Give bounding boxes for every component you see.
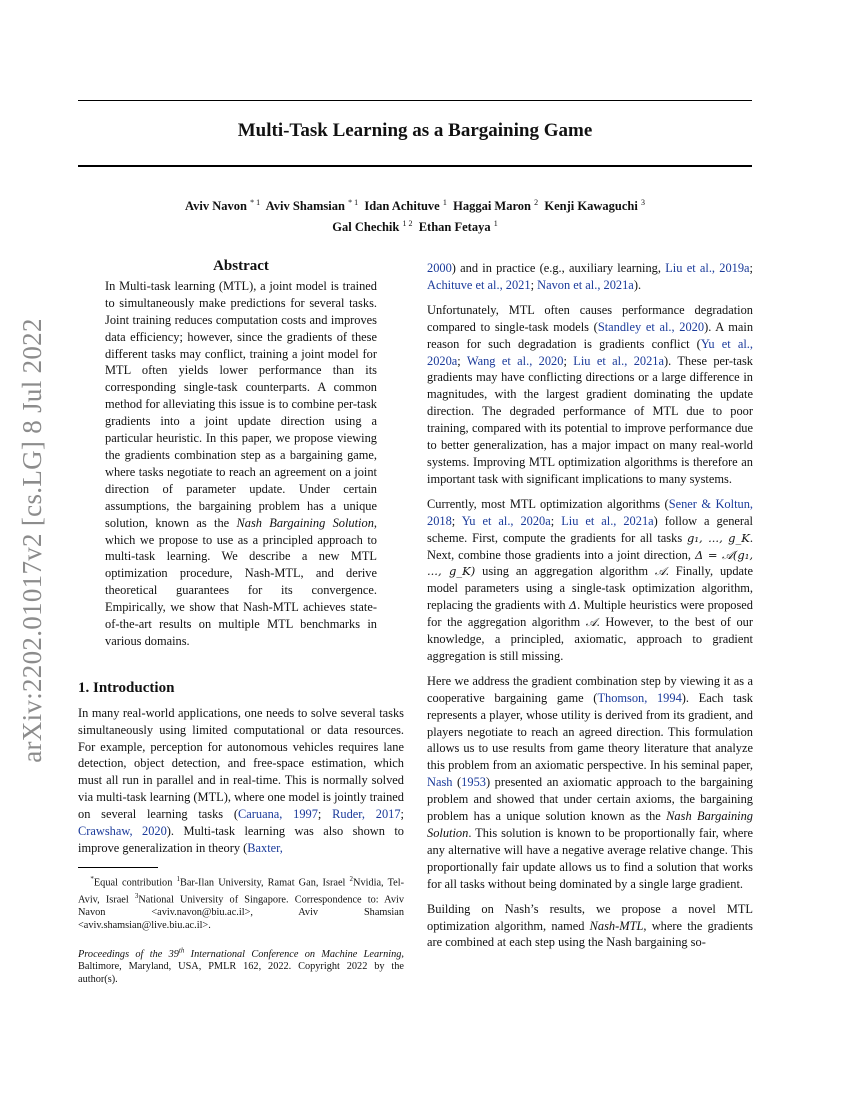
footnote-rule	[78, 867, 158, 868]
math-expression: 𝒜	[654, 564, 666, 579]
citation-link[interactable]: 1953	[461, 775, 486, 790]
section-heading-introduction: 1. Introduction	[78, 679, 175, 696]
author-line-2	[78, 215, 752, 236]
title-top-rule	[78, 100, 752, 101]
body-paragraph: Currently, most MTL optimization algorithms (Sener & Koltun, 2018; Yu et al., 2020a; Liu et al., 2021a) follow a general scheme. First, compute the gradients for all tasks g₁, ..., g_K. Next, combine those gradients into a joint direction, Δ = 𝒜(g₁, ..., g_K) using an aggregation algorithm 𝒜. Finally, update model parameters using a single-task optimization algorithm, replacing the gradients with Δ. Multiple heuristics were proposed for the aggregation algorithm 𝒜. However, to the best of our knowledge, a principled, axiomatic, approach to gradient aggregation is still missing.	[427, 496, 754, 663]
math-expression: Δ = 𝒜(g₁, ..., g_K)	[427, 547, 753, 579]
citation-link[interactable]: Navon et al., 2021a	[537, 277, 634, 292]
citation-link[interactable]: Wang et al., 2020	[466, 353, 564, 368]
body-paragraph: Here we address the gradient combination step by viewing it as a cooperative bargaining game (Thomson, 1994). Each task represents a player, whose utility is derived from its gradient, and players negotiate to reach an agreed direction. This formulation allows us to use results from game theory literature that analyze this problem from an axiomatic perspective. In his seminal paper, Nash (1953) presented an axiomatic approach to the bargaining problem and showed that under certain axioms, the bargaining problem has a unique solution known as the Nash Bargaining Solution. This solution is known to be proportionally fair, where any alternative will have a negative average relative change. This proportionally fair update allows us to find a solution that works for all tasks without being dominated by a single large gradient.	[427, 673, 754, 891]
citation-link[interactable]: Liu et al., 2021a	[561, 513, 654, 528]
math-expression: Δ	[568, 598, 578, 613]
author-name: Aviv Shamsian	[265, 199, 345, 214]
math-expression: g₁, ..., g_K	[687, 530, 750, 545]
author-affiliation: 1	[493, 219, 498, 229]
body-paragraph: 2000) and in practice (e.g., auxiliary learning, Liu et al., 2019a; Achituve et al., 2021; Navon et al., 2021a).	[427, 261, 753, 292]
right-column	[427, 260, 753, 959]
author-affiliation: * 1	[250, 198, 261, 207]
author-affiliation: * 1	[348, 198, 359, 207]
abstract-text: In Multi-task learning (MTL), a joint model is trained to simultaneously make predictions for several tasks. Joint training reduces computation costs and improves data efficiency; however, since the gradients of these different tasks may conflict, training a joint model for MTL often yields lower performance than its corresponding single-task counterparts. A common method for alleviating this issue is to combine per-task gradients into a joint update direction using a particular heuristic. In this paper, we propose viewing the gradients combination step as a bargaining game, where tasks negotiate to reach an agreement on a joint direction of parameter update. Under certain assumptions, the bargaining problem has a unique solution, known as the Nash Bargaining Solution, which we propose to use as a principled approach to multi-task learning. We describe a new MTL optimization procedure, Nash-MTL, and derive theoretical guarantees for its convergence. Empirically, we show that Nash-MTL achieves state-of-the-art results on multiple MTL benchmarks in various domains.	[105, 278, 377, 648]
author-name: Gal Chechik	[332, 220, 400, 235]
citation-link[interactable]: Baxter,	[247, 841, 283, 855]
paper-title: Multi-Task Learning as a Bargaining Game	[237, 120, 593, 141]
citation-link[interactable]: Crawshaw, 2020	[78, 824, 167, 839]
footnote	[78, 873, 404, 986]
author-name: Kenji Kawaguchi	[544, 199, 638, 214]
intro-paragraph: In many real-world applications, one needs to solve several tasks simultaneously using limited computational or data resources. For example, perception for autonomous vehicles requires lane detection, object detection, and free-space estimation, which must all run in parallel and in real-time. This is normally solved via multi-task learning (MTL), where one model is jointly trained on several learning tasks (Caruana, 1997; Ruder, 2017; Crawshaw, 2020). Multi-task learning was also shown to improve generalization in theory (Baxter,	[78, 705, 404, 855]
abstract-section	[105, 258, 377, 650]
body-paragraph: Building on Nash’s results, we propose a novel MTL optimization algorithm, named Nash-MTL, where the gradients are combined at each step using the Nash bargaining so-	[427, 901, 753, 950]
citation-link[interactable]: Liu et al., 2019a	[665, 261, 750, 275]
arxiv-identifier: arXiv:2202.01017v2 [cs.LG] 8 Jul 2022	[16, 317, 47, 763]
author-affiliation: 1	[442, 198, 447, 207]
author-affiliation: 2	[534, 198, 539, 207]
citation-link[interactable]: Yu et al., 2020a	[427, 336, 753, 368]
citation-link[interactable]: Liu et al., 2021a	[573, 353, 664, 368]
citation-link[interactable]: Nash	[427, 775, 453, 790]
citation-link[interactable]: 2000	[427, 261, 452, 275]
math-expression: 𝒜	[585, 615, 597, 630]
left-column	[78, 258, 404, 998]
author-affiliation: 1 2	[402, 219, 413, 229]
citation-link[interactable]: Sener & Koltun, 2018	[427, 496, 753, 528]
citation-link[interactable]: Ruder, 2017	[332, 807, 401, 822]
title-bottom-rule	[78, 165, 752, 167]
citation-link[interactable]: Standley et al., 2020	[597, 319, 705, 334]
author-name: Haggai Maron	[453, 199, 532, 214]
author-name: Idan Achituve	[364, 199, 440, 214]
citation-link[interactable]: Thomson, 1994	[597, 690, 682, 705]
author-name: Ethan Fetaya	[418, 220, 491, 235]
abstract-heading: Abstract	[213, 258, 269, 274]
author-affiliation: 3	[640, 198, 645, 207]
author-list	[78, 194, 752, 236]
citation-link[interactable]: Yu et al., 2020a	[461, 513, 551, 528]
citation-link[interactable]: Caruana, 1997	[238, 807, 318, 822]
author-name: Aviv Navon	[185, 199, 247, 214]
citation-link[interactable]: Achituve et al., 2021	[427, 277, 531, 292]
author-line-1	[78, 194, 752, 215]
body-paragraph: Unfortunately, MTL often causes performance degradation compared to single-task models (Standley et al., 2020). A main reason for such degradation is gradients conflict (Yu et al., 2020a; Wang et al., 2020; Liu et al., 2021a). These per-task gradients may have conflicting directions or a large difference in magnitudes, with the largest gradient dominating the update direction. The degraded performance of MTL due to poor training, compared with its potential to improve performance due to better generalization, has a major impact on many real-world systems. Improving MTL optimization algorithms is therefore an important task with significant implications to many systems.	[427, 302, 754, 486]
affiliation-footnote: *Equal contribution $^1$Bar-Ilan University, Ramat Gan, Israel $^2$Nvidia, Tel-Aviv, Israel $^3$National University of Singapore. Correspondence to: Aviv Navon <aviv.navon@biu.ac.il>, Aviv Shamsian <aviv.shamsian@live.biu.ac.il>.	[78, 874, 404, 931]
proceedings-note: Proceedings of the 39th International Conference on Machine Learning, Baltimore, Maryland, USA, PMLR 162, 2022. Copyright 2022 by the author(s).	[78, 946, 404, 985]
